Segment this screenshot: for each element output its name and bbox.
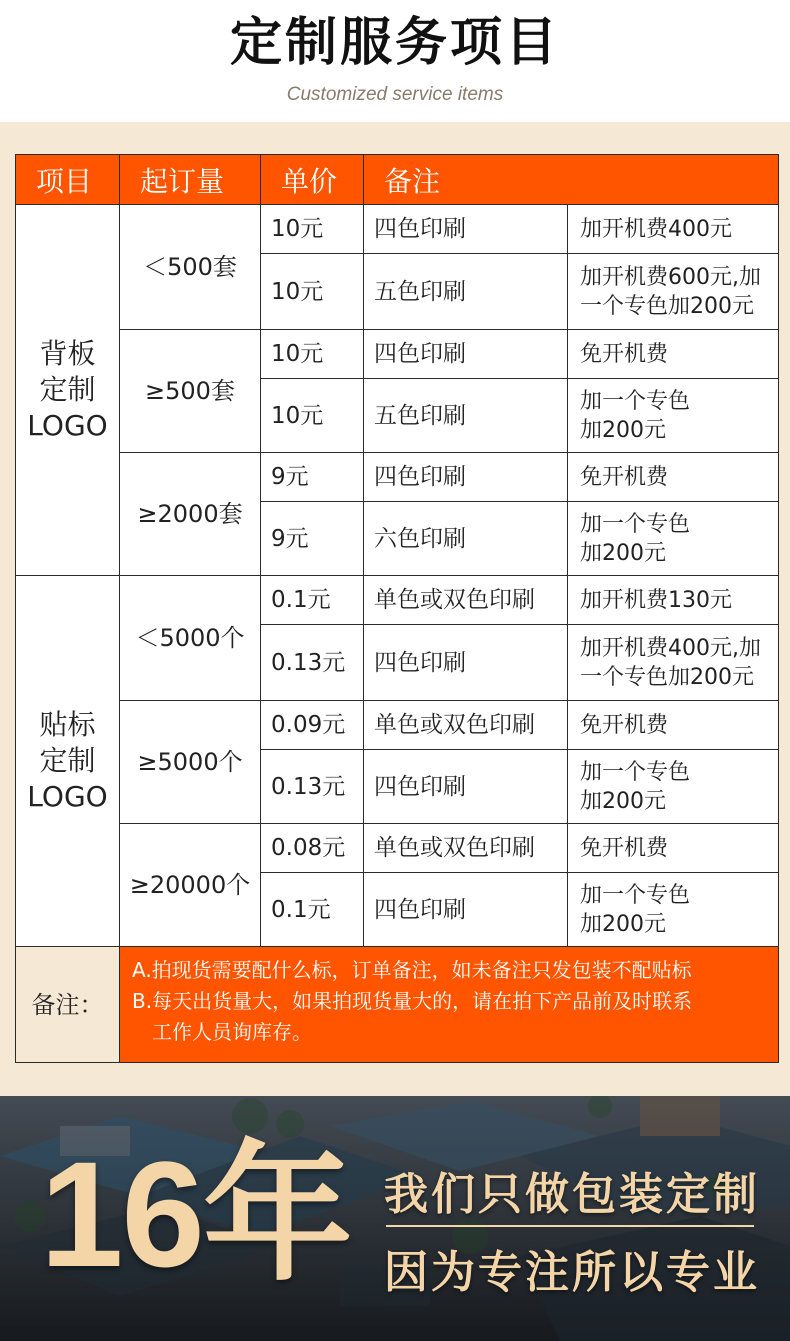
group-name-line: 定制 [39,744,96,777]
price-cell: 9元 [261,502,364,576]
print-cell: 四色印刷 [364,205,568,254]
column-header-unit-price: 单价 [261,155,364,205]
table-row [16,453,779,502]
note-cell: 加一个专色 加200元 [568,379,779,453]
factory-banner [0,1096,790,1341]
group-name-line: 定制 [39,373,96,406]
table-header-row [16,155,779,205]
min-order-cell: ≥5000个 [120,701,261,824]
price-cell: 0.13元 [261,625,364,701]
price-cell: 9元 [261,453,364,502]
note-cell: 加开机费600元,加 一个专色加200元 [568,254,779,330]
price-cell: 10元 [261,205,364,254]
min-order-cell: ＜500套 [120,205,261,330]
print-cell: 四色印刷 [364,625,568,701]
print-cell: 单色或双色印刷 [364,701,568,750]
column-header-notes: 备注 [364,155,779,205]
remark-body [120,947,779,1063]
price-cell: 0.08元 [261,824,364,873]
remark-label: 备注： [16,947,120,1063]
note-cell: 免开机费 [568,453,779,502]
print-cell: 五色印刷 [364,254,568,330]
group-name-label [16,576,120,947]
print-cell: 五色印刷 [364,379,568,453]
table-row [16,330,779,379]
price-cell: 0.1元 [261,576,364,625]
min-order-cell: ≥2000套 [120,453,261,576]
price-cell: 0.13元 [261,750,364,824]
note-cell: 免开机费 [568,701,779,750]
table-row [16,824,779,873]
price-cell: 10元 [261,330,364,379]
note-cell: 加一个专色 加200元 [568,750,779,824]
slogan-divider [386,1225,754,1227]
note-cell: 加一个专色 加200元 [568,502,779,576]
table-row [16,205,779,254]
years-number: 16年 [40,1130,351,1298]
print-cell: 四色印刷 [364,453,568,502]
group-name-line: LOGO [27,409,108,442]
print-cell: 单色或双色印刷 [364,576,568,625]
remark-line: B.每天出货量大，如果拍现货量大的，请在拍下产品前及时联系 [132,989,693,1013]
min-order-cell: ≥500套 [120,330,261,453]
print-cell: 四色印刷 [364,873,568,947]
price-cell: 0.1元 [261,873,364,947]
note-cell: 加开机费400元,加 一个专色加200元 [568,625,779,701]
note-cell: 免开机费 [568,824,779,873]
group-name-line: LOGO [27,780,108,813]
remark-line: A.拍现货需要配什么标，订单备注，如未备注只发包装不配贴标 [132,958,692,982]
column-header-item: 项目 [16,155,120,205]
price-cell: 0.09元 [261,701,364,750]
slogan-line-2: 因为专注所以专业 [384,1247,760,1298]
print-cell: 四色印刷 [364,330,568,379]
print-cell: 四色印刷 [364,750,568,824]
service-table [15,154,779,1063]
slogan-line-1: 我们只做包装定制 [384,1169,760,1220]
group-name-line: 背板 [39,337,96,370]
min-order-cell: ≥20000个 [120,824,261,947]
table-row [16,701,779,750]
group-name-line: 贴标 [39,708,96,741]
table-row [16,576,779,625]
remark-row [16,947,779,1063]
print-cell: 单色或双色印刷 [364,824,568,873]
remark-line: 工作人员询库存。 [152,1020,312,1044]
note-cell: 加开机费400元 [568,205,779,254]
page-header [0,0,790,122]
column-header-min-order: 起订量 [120,155,261,205]
page-title: 定制服务项目 [229,13,560,73]
note-cell: 免开机费 [568,330,779,379]
min-order-cell: ＜5000个 [120,576,261,701]
group-name-backboard [16,205,120,576]
note-cell: 加开机费130元 [568,576,779,625]
page-subtitle: Customized service items [286,84,504,105]
price-cell: 10元 [261,254,364,330]
service-table-wrapper [15,154,778,1063]
note-cell: 加一个专色 加200元 [568,873,779,947]
price-cell: 10元 [261,379,364,453]
print-cell: 六色印刷 [364,502,568,576]
